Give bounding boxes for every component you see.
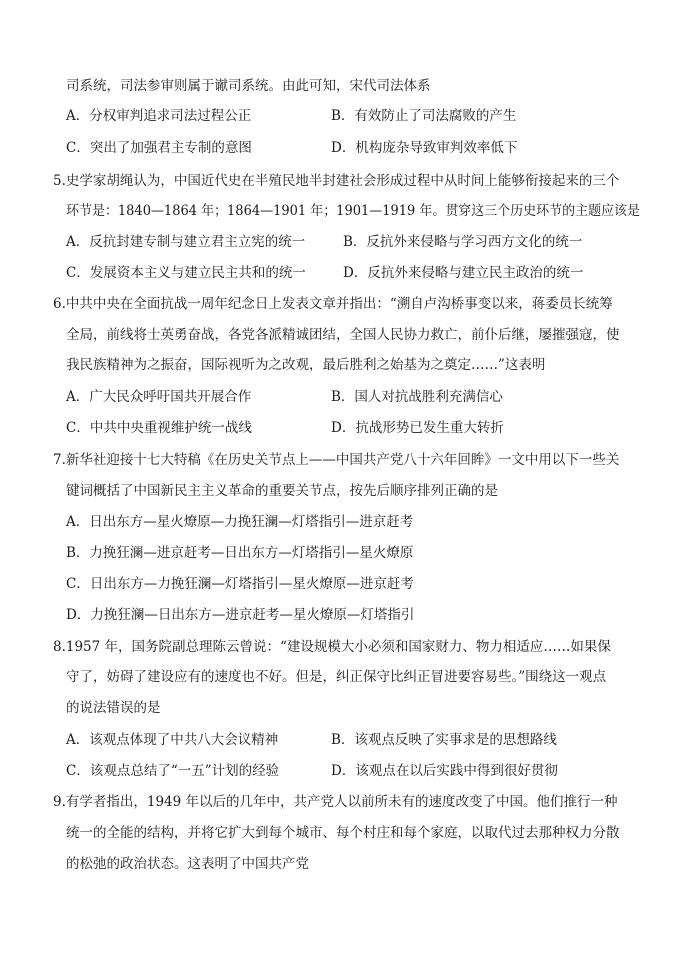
q9-stem-line2: 统一的全能的结构，并将它扩大到每个城市、每个村庄和每个家庭，以取代过去那种权力分散: [66, 825, 620, 841]
q5-option-c: C．发展资本主义与建立民主共和的统一: [66, 265, 306, 281]
q6-option-d: D．抗战形势已发生重大转折: [331, 420, 504, 436]
q6-option-b: B．国人对抗战胜利充满信心: [331, 389, 503, 405]
q6-stem-line1: 6.中共中央在全面抗战一周年纪念日上发表文章并指出：“溯自卢沟桥事变以来，蒋委员长统筹: [53, 296, 613, 312]
q4-option-a: A．分权审判追求司法过程公正: [66, 108, 252, 124]
q8-stem-line2: 守了，妨碍了建设应有的速度也不好。但是，纠正保守比纠正冒进要容易些。”围绕这一观点: [66, 669, 607, 685]
q5-stem-line1: 5.史学家胡绳认为，中国近代史在半殖民地半封建社会形成过程中从时间上能够衔接起来的三个: [53, 173, 620, 189]
q6-option-a: A．广大民众呼吁国共开展合作: [66, 389, 252, 405]
q4-stem-continuation: 司系统，司法参审则属于谳司系统。由此可知，宋代司法体系: [66, 78, 431, 94]
q7-stem-line2: 键词概括了中国新民主主义革命的重要关节点，按先后顺序排列正确的是: [66, 483, 498, 499]
q8-option-d: D．该观点在以后实践中得到很好贯彻: [331, 763, 558, 779]
q5-option-d: D．反抗外来侵略与建立民主政治的统一: [343, 265, 584, 281]
q7-stem-line1: 7.新华社迎接十七大特稿《在历史关节点上——中国共产党八十六年回眸》一文中用以下一些关: [53, 452, 620, 468]
q4-option-d: D．机构庞杂导致审判效率低下: [331, 140, 518, 156]
q7-option-d: D．力挽狂澜—日出东方—进京赶考—星火燎原—灯塔指引: [66, 607, 415, 623]
q9-stem-line1: 9.有学者指出，1949 年以后的几年中，共产党人以前所未有的速度改变了中国。他们推行一种: [53, 794, 618, 810]
q7-option-c: C．日出东方—力挽狂澜—灯塔指引—星火燎原—进京赶考: [66, 576, 414, 592]
q9-stem-line3: 的松弛的政治状态。这表明了中国共产党: [66, 856, 309, 872]
q8-stem-line3: 的说法错误的是: [66, 700, 161, 716]
q8-option-b: B．该观点反映了实事求是的思想路线: [331, 732, 557, 748]
q6-option-c: C．中共中央重视维护统一战线: [66, 420, 252, 436]
q7-option-b: B．力挽狂澜—进京赶考—日出东方—灯塔指引—星火燎原: [66, 545, 414, 561]
q4-option-c: C．突出了加强君主专制的意图: [66, 140, 252, 156]
q5-stem-line2: 环节是：1840—1864 年；1864—1901 年；1901—1919 年。贯穿这三个历史环节的主题应该是: [66, 203, 641, 219]
q8-option-a: A．该观点体现了中共八大会议精神: [66, 732, 279, 748]
q6-stem-line3: 我民族精神为之振奋，国际视听为之改观，最后胜利之始基为之奠定……”这表明: [66, 357, 546, 373]
q8-stem-line1: 8.1957 年，国务院副总理陈云曾说：“建设规模大小必须和国家财力、物力相适应……如果保: [53, 639, 611, 655]
q5-option-b: B．反抗外来侵略与学习西方文化的统一: [343, 234, 583, 250]
q7-option-a: A．日出东方—星火燎原—力挽狂澜—灯塔指引—进京赶考: [66, 514, 414, 530]
q8-option-c: C．该观点总结了“一五”计划的经验: [66, 763, 280, 779]
q6-stem-line2: 全局，前线将士英勇奋战，各党各派精诚团结，全国人民协力救亡，前仆后继，屡摧强寇，使: [66, 327, 620, 343]
q4-option-b: B．有效防止了司法腐败的产生: [331, 108, 517, 124]
q5-option-a: A．反抗封建专制与建立君主立宪的统一: [66, 234, 306, 250]
